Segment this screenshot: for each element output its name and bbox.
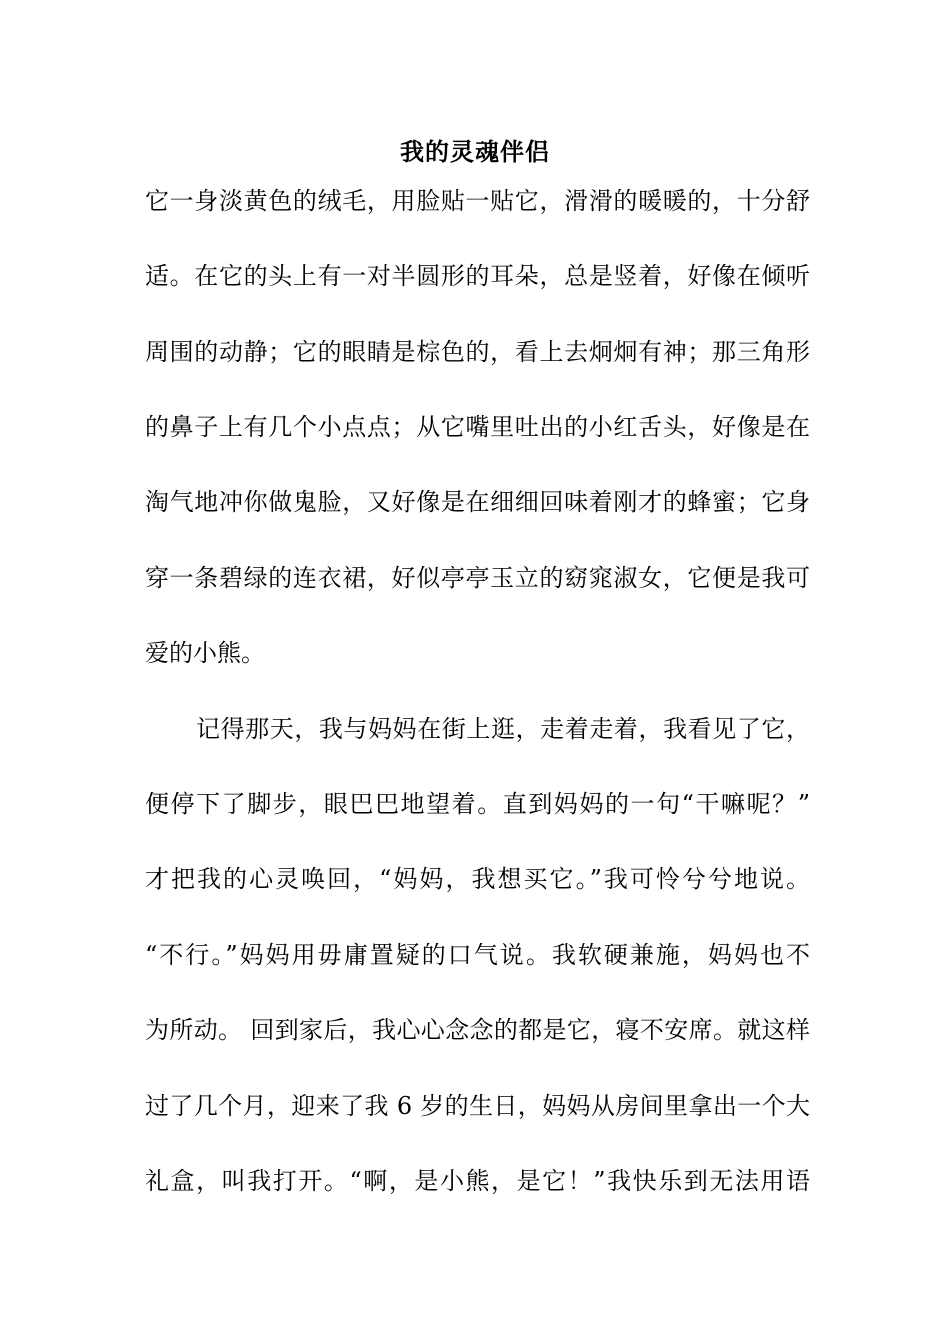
paragraph-1-line-3: 周围的动静；它的眼睛是棕色的，看上去炯炯有神；那三角形	[145, 338, 810, 366]
paragraph-2-line-1: 记得那天，我与妈妈在街上逛，走着走着，我看见了它，	[196, 715, 810, 743]
paragraph-2-line-2: 便停下了脚步，眼巴巴地望着。直到妈妈的一句“干嘛呢？”	[145, 790, 810, 818]
paragraph-1-line-6: 穿一条碧绿的连衣裙，好似亭亭玉立的窈窕淑女，它便是我可	[145, 564, 810, 592]
paragraph-2-line-5: 为所动。 回到家后，我心心念念的都是它，寝不安席。就这样	[145, 1016, 810, 1044]
paragraph-2-line-3: 才把我的心灵唤回，“妈妈，我想买它。”我可怜兮兮地说。	[145, 865, 810, 893]
paragraph-1-line-4: 的鼻子上有几个小点点；从它嘴里吐出的小红舌头，好像是在	[145, 413, 810, 441]
paragraph-1-line-7: 爱的小熊。	[145, 639, 265, 667]
paragraph-2-line-7: 礼盒，叫我打开。“啊，是小熊，是它！”我快乐到无法用语	[145, 1167, 810, 1195]
paragraph-1-line-5: 淘气地冲你做鬼脸，又好像是在细细回味着刚才的蜂蜜；它身	[145, 488, 810, 516]
paragraph-2-line-6: 过了几个月，迎来了我 6 岁的生日，妈妈从房间里拿出一个大	[145, 1092, 810, 1120]
paragraph-2-line-4: “不行。”妈妈用毋庸置疑的口气说。我软硬兼施，妈妈也不	[145, 941, 810, 969]
paragraph-1-line-1: 它一身淡黄色的绒毛，用脸贴一贴它，滑滑的暖暖的，十分舒	[145, 187, 810, 215]
document-title: 我的灵魂伴侣	[400, 137, 550, 166]
paragraph-1-line-2: 适。在它的头上有一对半圆形的耳朵，总是竖着，好像在倾听	[145, 262, 810, 290]
